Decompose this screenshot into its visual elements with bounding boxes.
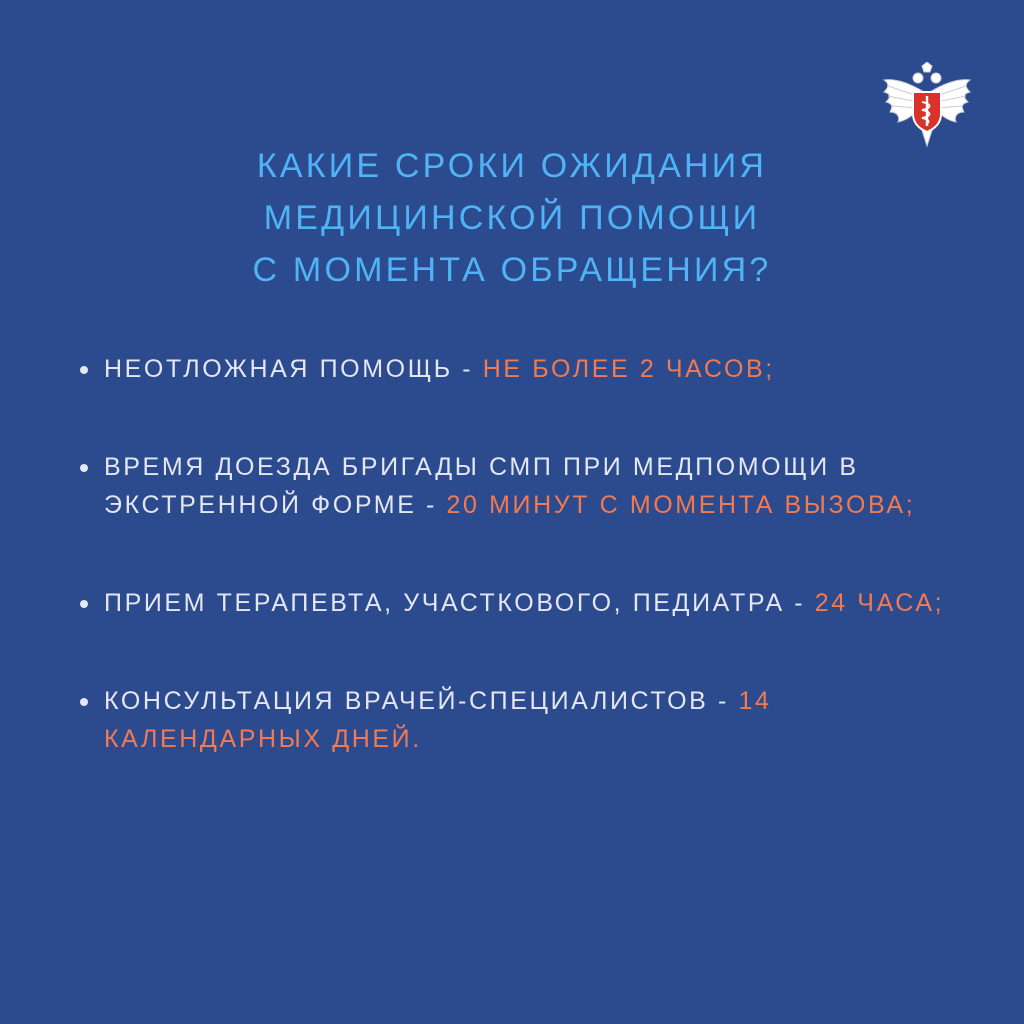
list-item-urgent-care [78, 350, 968, 388]
double-headed-eagle-emblem-icon [880, 62, 974, 152]
title-line-2: МЕДИЦИНСКОЙ ПОМОЩИ [263, 199, 761, 237]
list-item-text: ВРЕМЯ ДОЕЗДА БРИГАДЫ СМП ПРИ МЕДПОМОЩИ В ЭКСТРЕННОЙ ФОРМЕ - [104, 453, 859, 519]
list-item-highlight: НЕ БОЛЕЕ 2 ЧАСОВ; [482, 355, 775, 383]
list-item-therapist-appointment [78, 584, 968, 622]
list-item-highlight: 24 ЧАСА; [814, 589, 945, 617]
list-item-text: НЕОТЛОЖНАЯ ПОМОЩЬ - [104, 355, 483, 383]
title-line-3: С МОМЕНТА ОБРАЩЕНИЯ? [252, 251, 772, 289]
list-item-highlight: 20 МИНУТ С МОМЕНТА ВЫЗОВА; [446, 491, 916, 519]
list-item-specialist-consultation [78, 682, 968, 758]
list-item-text: ПРИЕМ ТЕРАПЕВТА, УЧАСТКОВОГО, ПЕДИАТРА - [104, 589, 815, 617]
list-item-ambulance-arrival [78, 448, 968, 524]
title-line-1: КАКИЕ СРОКИ ОЖИДАНИЯ [256, 147, 768, 185]
page-title [120, 140, 904, 296]
waiting-times-list [78, 350, 968, 818]
list-item-text: КОНСУЛЬТАЦИЯ ВРАЧЕЙ-СПЕЦИАЛИСТОВ - [104, 687, 739, 715]
list-item-highlight: 14 КАЛЕНДАРНЫХ ДНЕЙ. [104, 687, 772, 753]
